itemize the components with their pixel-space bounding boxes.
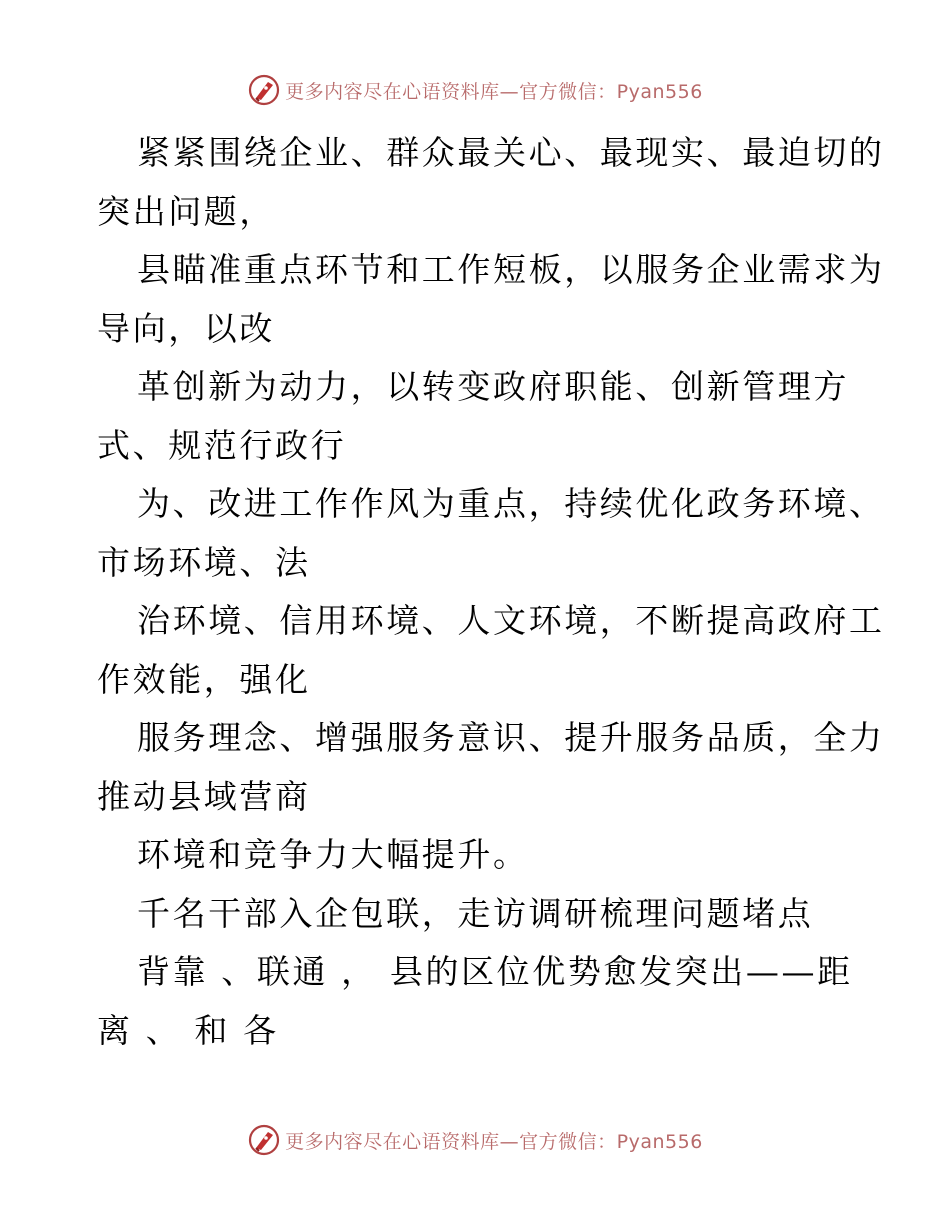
paragraph-line: 为、改进工作作风为重点，持续优化政务环境、 bbox=[137, 484, 885, 523]
footer-banner-text: 更多内容尽在心语资料库—官方微信：Pyan556 bbox=[285, 1130, 703, 1153]
header-banner-text: 更多内容尽在心语资料库—官方微信：Pyan556 bbox=[285, 80, 703, 103]
pen-nib-circle-icon bbox=[247, 73, 281, 107]
paragraph-line: 千名干部入企包联，走访调研梳理问题堵点 bbox=[137, 893, 814, 933]
pen-nib-circle-icon bbox=[247, 1123, 281, 1157]
paragraph-line: 市场环境、法 bbox=[97, 542, 311, 582]
paragraph-line: 环境和竞争力大幅提升。 bbox=[137, 835, 529, 874]
paragraph-line: 导向，以改 bbox=[97, 308, 275, 348]
document-body bbox=[97, 124, 885, 1060]
paragraph-line: 治环境、信用环境、人文环境，不断提高政府工 bbox=[137, 601, 885, 640]
paragraph-line: 服务理念、增强服务意识、提升服务品质，全力 bbox=[137, 718, 885, 757]
paragraph-line: 推动县域营商 bbox=[97, 776, 311, 816]
paragraph-line: 作效能，强化 bbox=[97, 659, 311, 699]
paragraph-line: 革创新为动力，以转变政府职能、创新管理方 bbox=[137, 367, 849, 406]
footer-banner bbox=[0, 1122, 950, 1158]
paragraph-line: 紧紧围绕企业、群众最关心、最现实、最迫切的 bbox=[137, 133, 885, 172]
header-banner bbox=[0, 72, 950, 108]
paragraph-line: 县瞄准重点环节和工作短板，以服务企业需求为 bbox=[137, 250, 885, 289]
paragraph-line: 式、规范行政行 bbox=[97, 425, 347, 465]
paragraph-line: 突出问题， bbox=[97, 191, 275, 231]
paragraph-line: 背靠 、联通 ， 县的区位优势愈发突出——距 bbox=[137, 952, 853, 991]
paragraph-line: 离 、 和 各 bbox=[97, 1010, 279, 1050]
